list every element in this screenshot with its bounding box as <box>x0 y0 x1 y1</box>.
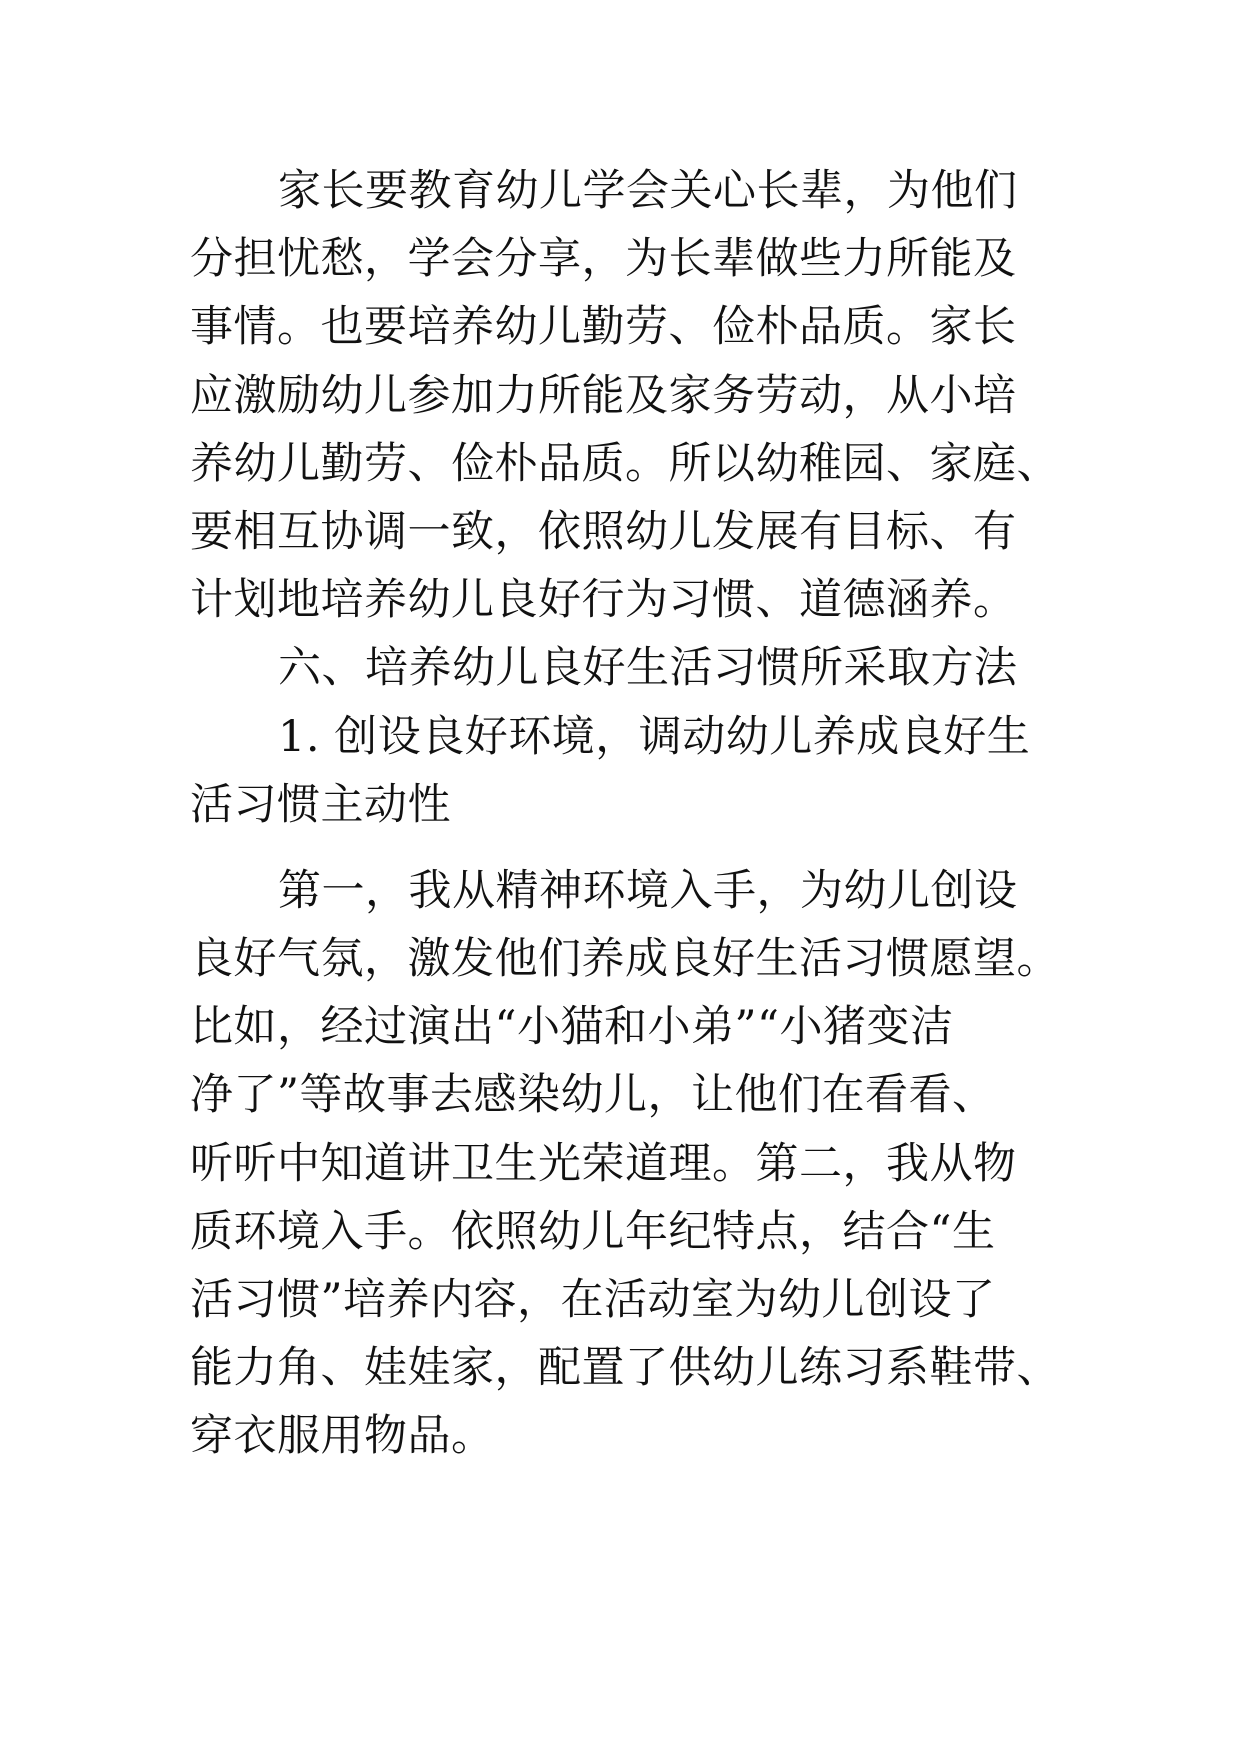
body-text <box>190 157 1070 1471</box>
paragraph-line: 养幼儿勤劳、俭朴品质。所以幼稚园、家庭、 <box>190 438 1060 489</box>
paragraph-line: 要相互协调一致，依照幼儿发展有目标、有 <box>190 506 1017 557</box>
subsection-heading-continued: 活习惯主动性 <box>190 779 451 830</box>
paragraph-line: 净了”等故事去感染幼儿，让他们在看看、 <box>190 1070 996 1121</box>
paragraph-line: 分担忧愁，学会分享，为长辈做些力所能及 <box>190 234 1017 285</box>
paragraph-line: 计划地培养幼儿良好行为习惯、道德涵养。 <box>190 575 1017 626</box>
paragraph-line: 家长要教育幼儿学会关心长辈，为他们 <box>278 166 1018 216</box>
paragraph-line: 应激励幼儿参加力所能及家务劳动，从小培 <box>190 370 1017 421</box>
paragraph-line: 穿衣服用物品。 <box>190 1411 495 1462</box>
subsection-heading: 1. 创设良好环境，调动幼儿养成良好生 <box>278 711 1031 762</box>
paragraph-line: 比如，经过演出“小猫和小弟”“小猪变洁 <box>190 1002 954 1053</box>
paragraph-line: 事情。也要培养幼儿勤劳、俭朴品质。家长 <box>190 302 1017 353</box>
paragraph-line: 第一，我从精神环境入手，为幼儿创设 <box>278 865 1018 916</box>
paragraph-line: 听听中知道讲卫生光荣道理。第二，我从物 <box>190 1138 1017 1189</box>
paragraph-line: 活习惯”培养内容，在活动室为幼儿创设了 <box>190 1275 996 1325</box>
section-heading: 六、培养幼儿良好生活习惯所采取方法 <box>278 643 1018 694</box>
paragraph-line: 质环境入手。依照幼儿年纪特点，结合“生 <box>190 1206 996 1257</box>
paragraph-line: 良好气氛，激发他们养成良好生活习惯愿望。 <box>190 934 1060 985</box>
paragraph-line: 能力角、娃娃家，配置了供幼儿练习系鞋带、 <box>190 1343 1060 1394</box>
